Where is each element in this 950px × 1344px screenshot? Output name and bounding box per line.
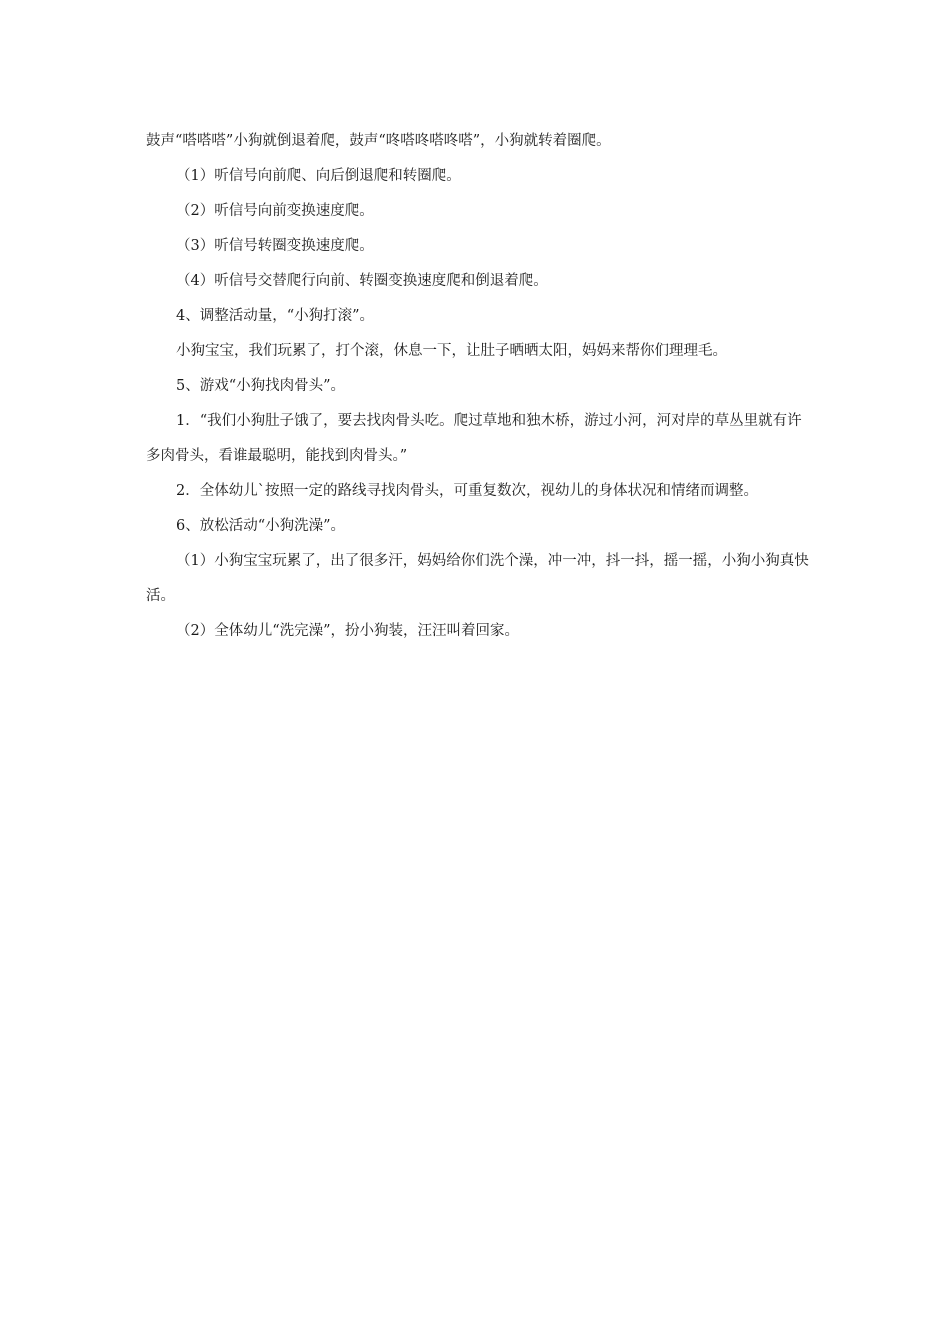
paragraph-9: 1．“我们小狗肚子饿了，要去找肉骨头吃。爬过草地和独木桥，游过小河，河对岸的草丛里就有许多肉骨头，看谁最聪明，能找到肉骨头。” xyxy=(146,413,802,464)
paragraph-10: 2．全体幼儿`按照一定的路线寻找肉骨头，可重复数次，视幼儿的身体状况和情绪而调整。 xyxy=(176,483,758,499)
paragraph-13: （2）全体幼儿“洗完澡”，扮小狗装，汪汪叫着回家。 xyxy=(176,623,520,639)
paragraph-1: 鼓声“嗒嗒嗒”小狗就倒退着爬，鼓声“咚嗒咚嗒咚嗒”，小狗就转着圈爬。 xyxy=(146,133,611,149)
paragraph-7: 小狗宝宝，我们玩累了，打个滚，休息一下，让肚子晒晒太阳，妈妈来帮你们理理毛。 xyxy=(176,343,727,359)
section-heading-4: 4、调整活动量，“小狗打滚”。 xyxy=(176,308,375,324)
paragraph-12: （1）小狗宝宝玩累了，出了很多汗，妈妈给你们洗个澡，冲一冲，抖一抖，摇一摇，小狗小狗真快活。 xyxy=(146,553,809,604)
paragraph-2: （1）听信号向前爬、向后倒退爬和转圈爬。 xyxy=(176,168,461,184)
section-heading-5: 5、游戏“小狗找肉骨头”。 xyxy=(176,378,346,394)
paragraph-3: （2）听信号向前变换速度爬。 xyxy=(176,203,374,219)
paragraph-5: （4）听信号交替爬行向前、转圈变换速度爬和倒退着爬。 xyxy=(176,273,548,289)
paragraph-4: （3）听信号转圈变换速度爬。 xyxy=(176,238,374,254)
section-heading-6: 6、放松活动“小狗洗澡”。 xyxy=(176,518,346,534)
document-body xyxy=(146,124,810,649)
